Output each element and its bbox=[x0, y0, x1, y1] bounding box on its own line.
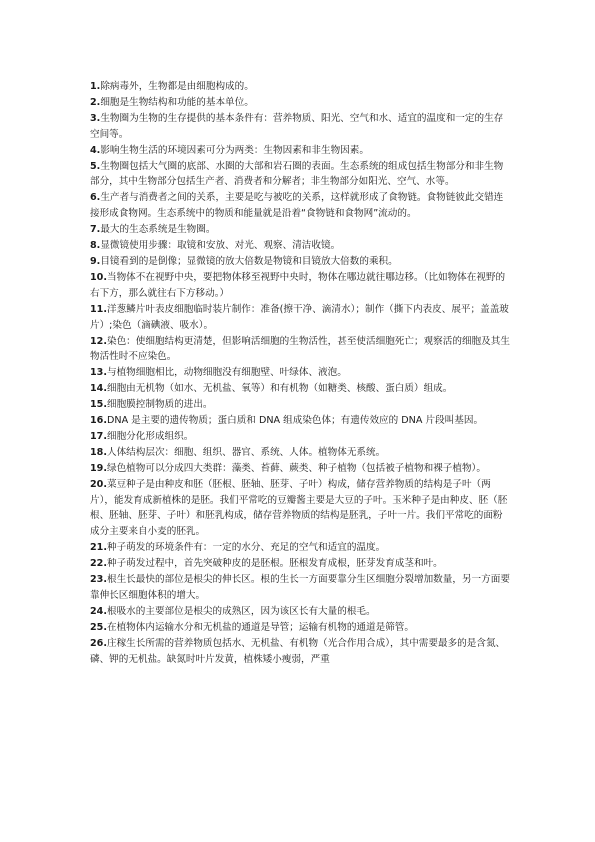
list-item bbox=[90, 270, 511, 302]
item-number: 1. bbox=[90, 81, 101, 92]
item-text: 绿色植物可以分成四大类群：藻类、苔藓、蕨类、种子植物（包括被子植物和裸子植物）。 bbox=[107, 462, 486, 474]
list-item bbox=[90, 143, 511, 159]
list-item bbox=[90, 159, 511, 191]
item-number: 6. bbox=[90, 192, 101, 204]
item-number: 23. bbox=[90, 574, 107, 586]
list-item bbox=[90, 79, 511, 95]
item-number: 9. bbox=[90, 255, 101, 267]
list-item bbox=[90, 365, 511, 381]
item-text: 洋葱鳞片叶表皮细胞临时装片制作：准备(擦干净、滴清水）；制作（撕下内表皮、展平；盖盖玻片）;染色（滴碘液、吸水）。 bbox=[90, 303, 509, 331]
item-text: 人体结构层次：细胞、组织、器官、系统、人体。植物体无系统。 bbox=[107, 446, 386, 458]
item-number: 17. bbox=[90, 430, 107, 442]
item-text: 种子萌发的环境条件有：一定的水分、充足的空气和适宜的温度。 bbox=[107, 542, 386, 554]
item-text: 影响生物生活的环境因素可分为两类：生物因素和非生物因素。 bbox=[100, 144, 369, 156]
item-number: 22. bbox=[90, 558, 107, 570]
list-item bbox=[90, 302, 511, 334]
item-number: 4. bbox=[90, 144, 101, 156]
item-number: 11. bbox=[90, 303, 107, 315]
item-text: 根生长最快的部位是根尖的伸长区。根的生长一方面要靠分生区细胞分裂增加数量，另一方面要靠伸长区细胞体积的增大。 bbox=[90, 574, 510, 601]
list-item bbox=[90, 238, 511, 254]
list-item bbox=[90, 620, 511, 636]
item-number: 20. bbox=[90, 478, 107, 490]
item-text: 生物圈包括大气圈的底部、水圈的大部和岩石圈的表面。生态系统的组成包括生物部分和非生物部分，其中生物部分包括生产者、消费者和分解者；非生物部分如阳光、空气、水等。 bbox=[90, 160, 504, 188]
item-text: 细胞分化形成组织。 bbox=[107, 430, 194, 442]
list-item bbox=[90, 556, 511, 572]
item-number: 10. bbox=[90, 271, 107, 283]
list-item bbox=[90, 429, 511, 445]
item-text: 细胞由无机物（如水、无机盐、氧等）和有机物（如糖类、核酸、蛋白质）组成。 bbox=[107, 383, 453, 395]
item-text: 种子萌发过程中，首先突破种皮的是胚根。胚根发育成根，胚芽发育成茎和叶。 bbox=[107, 558, 443, 570]
list-item bbox=[90, 111, 511, 143]
item-number: 21. bbox=[90, 542, 107, 554]
list-item bbox=[90, 636, 511, 668]
list-item bbox=[90, 334, 511, 366]
item-number: 15. bbox=[90, 399, 107, 411]
list-item bbox=[90, 461, 511, 477]
item-text: 目镜看到的是倒像；显微镜的放大倍数是物镜和目镜放大倍数的乘积。 bbox=[100, 255, 398, 267]
list-item bbox=[90, 445, 511, 461]
list-item bbox=[90, 572, 511, 604]
item-text: 生产者与消费者之间的关系，主要是吃与被吃的关系，这样就形成了食物链。食物链彼此交错连接形成食物网。生态系统中的物质和能量就是沿着“食物链和食物网”流动的。 bbox=[90, 192, 504, 220]
item-text: 细胞膜控制物质的进出。 bbox=[107, 399, 213, 411]
item-text: 菜豆种子是由种皮和胚（胚根、胚轴、胚芽、子叶）构成，储存营养物质的结构是子叶（两片），能发育成新植株的是胚。我们平常吃的豆瓣酱主要是大豆的子叶。玉米种子是由种皮、胚（胚根、胚轴、胚芽、子叶）和胚乳构成，储存营养物质的结构是胚乳，子叶一片。我们平常吃的面粉成分主要来自小麦的胚乳。 bbox=[90, 478, 508, 538]
item-number: 2. bbox=[90, 96, 101, 108]
item-number: 12. bbox=[90, 335, 107, 347]
item-text: 除病毒外，生物都是由细胞构成的。 bbox=[100, 81, 254, 92]
list-item bbox=[90, 413, 511, 429]
item-number: 5. bbox=[90, 160, 101, 172]
item-number: 25. bbox=[90, 621, 107, 633]
list-item bbox=[90, 95, 511, 111]
item-number: 19. bbox=[90, 462, 107, 474]
list-item bbox=[90, 477, 511, 541]
item-text: 与植物细胞相比，动物细胞没有细胞壁、叶绿体、液泡。 bbox=[107, 367, 347, 379]
item-text: 在植物体内运输水分和无机盐的通道是导管；运输有机物的通道是筛管。 bbox=[107, 621, 414, 633]
item-number: 26. bbox=[90, 637, 107, 649]
item-text: 根吸水的主要部位是根尖的成熟区，因为该区长有大量的根毛。 bbox=[107, 605, 376, 617]
item-text: 当物体不在视野中央，要把物体移至视野中央时，物体在哪边就往哪边移。（比如物体在视野的右下方，那么就往右下方移动。） bbox=[90, 271, 506, 299]
item-text: 染色：使细胞结构更清楚，但影响活细胞的生物活性，甚至使活细胞死亡；观察活的细胞及其生物活性时不应染色。 bbox=[90, 335, 510, 363]
item-number: 3. bbox=[90, 112, 101, 124]
list-item bbox=[90, 190, 511, 222]
item-number: 24. bbox=[90, 605, 107, 617]
item-text: 庄稼生长所需的营养物质包括水、无机盐、有机物（光合作用合成），其中需要最多的是含氮、磷、钾的无机盐。缺氮时叶片发黄，植株矮小瘦弱，严重 bbox=[90, 637, 506, 665]
item-text: DNA 是主要的遗传物质；蛋白质和 DNA 组成染色体；有遗传效应的 DNA 片段叫基因。 bbox=[107, 415, 484, 427]
item-number: 7. bbox=[90, 224, 101, 236]
item-text: 显微镜使用步骤：取镜和安放、对光、观察、清洁收镜。 bbox=[100, 240, 341, 252]
item-text: 最大的生态系统是生物圈。 bbox=[100, 224, 216, 236]
item-number: 16. bbox=[90, 415, 107, 427]
item-number: 13. bbox=[90, 367, 107, 379]
item-number: 8. bbox=[90, 240, 101, 252]
list-item bbox=[90, 540, 511, 556]
item-text: 生物圈为生物的生存提供的基本条件有：营养物质、阳光、空气和水、适宜的温度和一定的生存空间等。 bbox=[90, 112, 504, 140]
item-number: 14. bbox=[90, 383, 107, 395]
list-item bbox=[90, 222, 511, 238]
list-item bbox=[90, 397, 511, 413]
list-item bbox=[90, 254, 511, 270]
list-item bbox=[90, 604, 511, 620]
item-number: 18. bbox=[90, 446, 107, 458]
list-item bbox=[90, 381, 511, 397]
item-text: 细胞是生物结构和功能的基本单位。 bbox=[100, 96, 254, 108]
